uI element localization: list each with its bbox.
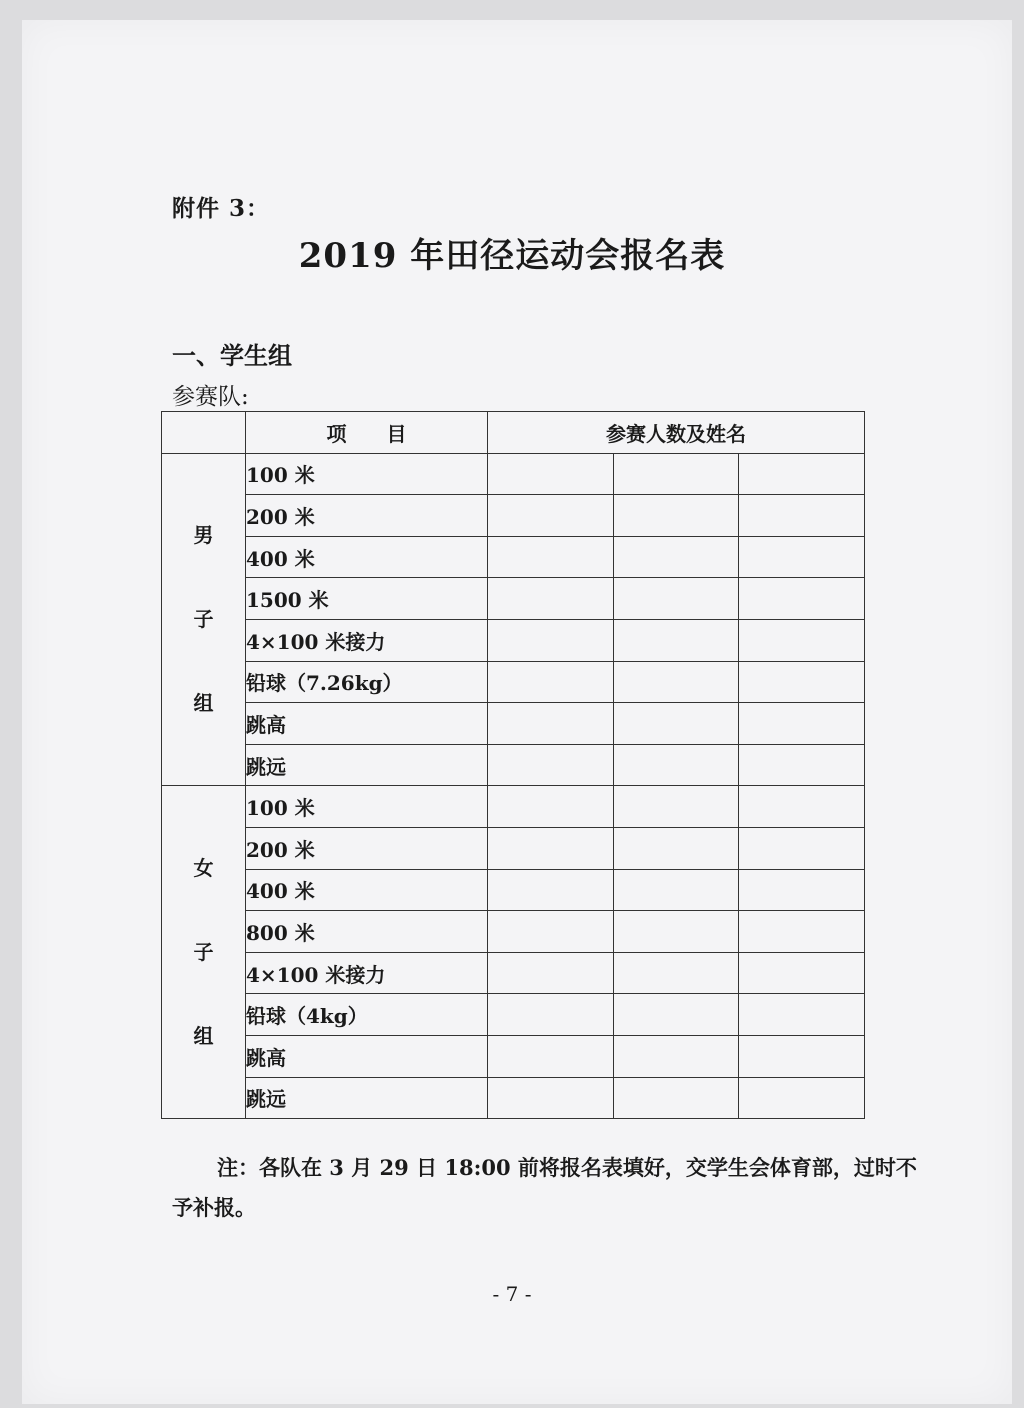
table-row [162, 703, 865, 745]
event-name: 铅球（4kg） [246, 994, 488, 1036]
participant-name-cell[interactable] [739, 536, 865, 578]
event-name: 跳高 [246, 703, 488, 745]
header-item: 项 目 [246, 412, 488, 454]
team-label: 参赛队: [172, 384, 249, 410]
participant-name-cell[interactable] [488, 994, 614, 1036]
participant-name-cell[interactable] [614, 1035, 739, 1077]
participant-name-cell[interactable] [488, 911, 614, 953]
men-group-label [162, 453, 246, 786]
participant-name-cell[interactable] [488, 827, 614, 869]
group-char: 组 [193, 691, 214, 716]
event-name: 跳远 [246, 1077, 488, 1119]
participant-name-cell[interactable] [614, 619, 739, 661]
participant-name-cell[interactable] [739, 661, 865, 703]
table-row [162, 536, 865, 578]
group-char: 女 [193, 856, 214, 881]
participant-name-cell[interactable] [739, 994, 865, 1036]
participant-name-cell[interactable] [488, 536, 614, 578]
event-name: 200 米 [246, 827, 488, 869]
table-row [162, 994, 865, 1036]
page-title: 2019 年田径运动会报名表 [298, 236, 726, 276]
participant-name-cell[interactable] [739, 1035, 865, 1077]
participant-name-cell[interactable] [488, 786, 614, 828]
section-heading: 一、学生组 [172, 341, 292, 370]
participant-name-cell[interactable] [739, 744, 865, 786]
table-row [162, 619, 865, 661]
participant-name-cell[interactable] [488, 869, 614, 911]
participant-name-cell[interactable] [614, 536, 739, 578]
participant-name-cell[interactable] [614, 744, 739, 786]
participant-name-cell[interactable] [739, 786, 865, 828]
group-char: 子 [193, 607, 214, 632]
event-name: 400 米 [246, 869, 488, 911]
participant-name-cell[interactable] [739, 703, 865, 745]
participant-name-cell[interactable] [488, 495, 614, 537]
event-name: 4×100 米接力 [246, 952, 488, 994]
event-name: 800 米 [246, 911, 488, 953]
participant-name-cell[interactable] [488, 744, 614, 786]
page-number: - 7 - [492, 1282, 532, 1306]
header-blank-cell [162, 412, 246, 454]
table-row [162, 495, 865, 537]
participant-name-cell[interactable] [614, 578, 739, 620]
participant-name-cell[interactable] [614, 453, 739, 495]
table-row [162, 1035, 865, 1077]
participant-name-cell[interactable] [614, 1077, 739, 1119]
participant-name-cell[interactable] [739, 1077, 865, 1119]
table-row [162, 911, 865, 953]
table-header-row [162, 412, 865, 454]
participant-name-cell[interactable] [614, 786, 739, 828]
event-name: 铅球（7.26kg） [246, 661, 488, 703]
table-row [162, 453, 865, 495]
participant-name-cell[interactable] [488, 703, 614, 745]
participant-name-cell[interactable] [614, 827, 739, 869]
table-row [162, 661, 865, 703]
participant-name-cell[interactable] [614, 994, 739, 1036]
registration-table [161, 411, 865, 1119]
table-row [162, 786, 865, 828]
participant-name-cell[interactable] [488, 453, 614, 495]
participant-name-cell[interactable] [614, 911, 739, 953]
event-name: 400 米 [246, 536, 488, 578]
participant-name-cell[interactable] [739, 578, 865, 620]
table-row [162, 1077, 865, 1119]
participant-name-cell[interactable] [739, 952, 865, 994]
participant-name-cell[interactable] [739, 619, 865, 661]
table-row [162, 827, 865, 869]
participant-name-cell[interactable] [739, 869, 865, 911]
footnote: 注：各队在 3 月 29 日 18:00 前将报名表填好，交学生会体育部，过时不予补报。 [172, 1155, 917, 1220]
event-name: 100 米 [246, 453, 488, 495]
attachment-label: 附件 3： [172, 195, 271, 222]
participant-name-cell[interactable] [614, 495, 739, 537]
table-row [162, 578, 865, 620]
participant-name-cell[interactable] [614, 869, 739, 911]
event-name: 跳高 [246, 1035, 488, 1077]
group-char: 组 [193, 1024, 214, 1049]
participant-name-cell[interactable] [488, 1035, 614, 1077]
women-group-label [162, 786, 246, 1119]
participant-name-cell[interactable] [488, 1077, 614, 1119]
event-name: 跳远 [246, 744, 488, 786]
event-name: 100 米 [246, 786, 488, 828]
event-name: 1500 米 [246, 578, 488, 620]
participant-name-cell[interactable] [614, 952, 739, 994]
event-name: 200 米 [246, 495, 488, 537]
participant-name-cell[interactable] [488, 952, 614, 994]
table-row [162, 869, 865, 911]
group-char: 男 [193, 523, 214, 548]
table-row [162, 952, 865, 994]
group-char: 子 [193, 940, 214, 965]
participant-name-cell[interactable] [739, 827, 865, 869]
event-name: 4×100 米接力 [246, 619, 488, 661]
participant-name-cell[interactable] [488, 619, 614, 661]
participant-name-cell[interactable] [488, 578, 614, 620]
participant-name-cell[interactable] [614, 661, 739, 703]
participant-name-cell[interactable] [488, 661, 614, 703]
participant-name-cell[interactable] [739, 495, 865, 537]
participant-name-cell[interactable] [739, 453, 865, 495]
table-row [162, 744, 865, 786]
participant-name-cell[interactable] [739, 911, 865, 953]
header-names: 参赛人数及姓名 [488, 412, 865, 454]
participant-name-cell[interactable] [614, 703, 739, 745]
